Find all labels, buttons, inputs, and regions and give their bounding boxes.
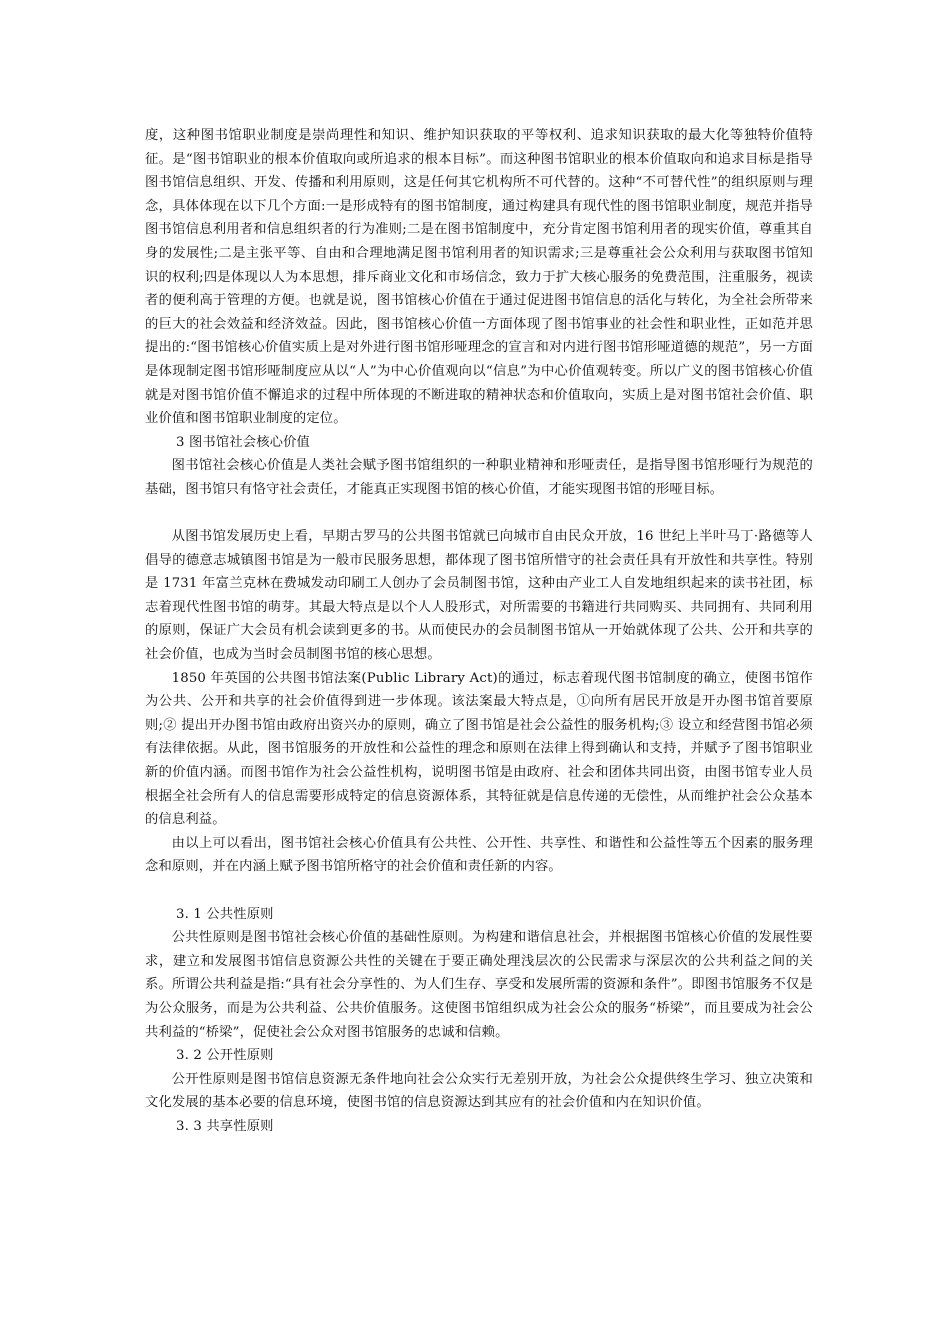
paragraph-gap (145, 502, 813, 526)
paragraph-summary: 由以上可以看出，图书馆社会核心价值具有公共性、公开性、共享性、和谐性和公益性等五个因素的服务理念和原则，并在内涵上赋予图书馆所格守的社会价值和责任新的内容。 (145, 835, 813, 875)
paragraph-openness-principle: 公开性原则是图书馆信息资源无条件地向社会公众实行无差别开放，为社会公众提供终生学习、独立决策和文化发展的基本必要的信息环境，使图书馆的信息资源达到其应有的社会价值和内在知识价值。 (145, 1071, 813, 1111)
paragraph-public-principle: 公共性原则是图书馆社会核心价值的基础性原则。为构建和谐信息社会，并根据图书馆核心价值的发展性要求，建立和发展图书馆信息资源公共性的关键在于要正确处理浅层次的公民需求与深层次的公共利益之间的关系。所谓公共利益是指:“具有社会分享性的、为人们生存、享受和发展所需的资源和条件”。即图书馆服务不仅是为公众服务，而是为公共利益、公共价值服务。这使图书馆组织成为社会公众的服务“桥梁”，而且要成为社会公共利益的“桥梁”，促使社会公众对图书馆服务的忠诚和信赖。 (145, 930, 813, 1040)
section-heading-3-3: 3. 3 共享性原则 (176, 1118, 274, 1134)
paragraph-library-act: 1850 年英国的公共图书馆法案(Public Library Act)的通过，标志着现代图书馆制度的确立，使图书馆作为公共、公开和共享的社会价值得到进一步体现。该法案最大特点是，①向所有居民开放是开办图书馆首要原则;② 提出开办图书馆由政府出资兴办的原则，确立了图书馆是社会公益性的服务机构;③ 设立和经营图书馆必须有法律依据。从此，图书馆服务的开放性和公益性的理念和原则在法律上得到确认和支持，并赋予了图书馆职业新的价值内涵。而图书馆作为社会公益性机构，说明图书馆是由政府、社会和团体共同出资，由图书馆专业人员根据全社会所有人的信息需要形成特定的信息资源体系，其特征就是信息传递的无偿性，从而维护社会公众基本的信息利益。 (145, 670, 813, 828)
document-body (145, 124, 813, 1139)
paragraph-intro: 度，这种图书馆职业制度是崇尚理性和知识、维护知识获取的平等权利、追求知识获取的最大化等独特价值特征。是“图书馆职业的根本价值取向或所追求的根本目标”。而这种图书馆职业的根本价值取向和追求目标是指导图书馆信息组织、开发、传播和利用原则，这是任何其它机构所不可代替的。这种“不可替代性”的组织原则与理念，具体体现在以下几个方面:一是形成特有的图书馆制度，通过构建具有现代性的图书馆职业制度，规范并指导图书馆信息利用者和信息组织者的行为准则;二是在图书馆制度中，充分肯定图书馆利用者的现实价值，尊重其自身的发展性;二是主张平等、自由和合理地满足图书馆利用者的知识需求;三是尊重社会公众利用与获取图书馆知识的权利;四是体现以人为本思想，排斥商业文化和市场信念，致力于扩大核心服务的免费范围，注重服务，视读者的便利高于管理的方便。也就是说，图书馆核心价值在于通过促进图书馆信息的活化与转化，为全社会所带来的巨大的社会效益和经济效益。因此，图书馆核心价值一方面体现了图书馆事业的社会性和职业性，正如范并思提出的:“图书馆核心价值实质上是对外进行图书馆形哑理念的宣言和对内进行图书馆形哑道德的规范”，另一方面是体现制定图书馆形哑制度应从以“人”为中心价值观向以“信息”为中心价值观转变。所以广义的图书馆核心价值就是对图书馆价值不懈追求的过程中所体现的不断进取的精神状态和价值取向，实质上是对图书馆社会价值、职业价值和图书馆职业制度的定位。 (145, 128, 814, 427)
section-heading-3: 3 图书馆社会核心价值 (176, 434, 311, 450)
paragraph-social-core-value: 图书馆社会核心价值是人类社会赋予图书馆组织的一种职业精神和形哑责任，是指导图书馆形哑行为规范的基础，图书馆只有恪守社会责任，才能真正实现图书馆的核心价值，才能实现图书馆的形哑目标。 (145, 458, 813, 497)
paragraph-history: 从图书馆发展历史上看，早期古罗马的公共图书馆就已向城市自由民众开放，16 世纪上半叶马丁·路德等人倡导的德意志城镇图书馆是为一般市民服务思想，都体现了图书馆所惜守的社会责任具有开放性和共享性。特别是 1731 年富兰克林在费城发动印刷工人创办了会员制图书馆，这种由产业工人自发地组织起来的读书社团，标志着现代性图书馆的萌芽。其最大特点是以个人人股形式，对所需要的书籍进行共同购买、共同拥有、共同利用的原则，保证广大会员有机会读到更多的书。从而使民办的会员制图书馆从一开始就体现了公共、公开和共享的社会价值，也成为当时会员制图书馆的核心思想。 (145, 529, 813, 663)
section-heading-3-1: 3. 1 公共性原则 (176, 906, 274, 922)
paragraph-gap (145, 879, 813, 903)
section-heading-3-2: 3. 2 公开性原则 (176, 1048, 274, 1064)
